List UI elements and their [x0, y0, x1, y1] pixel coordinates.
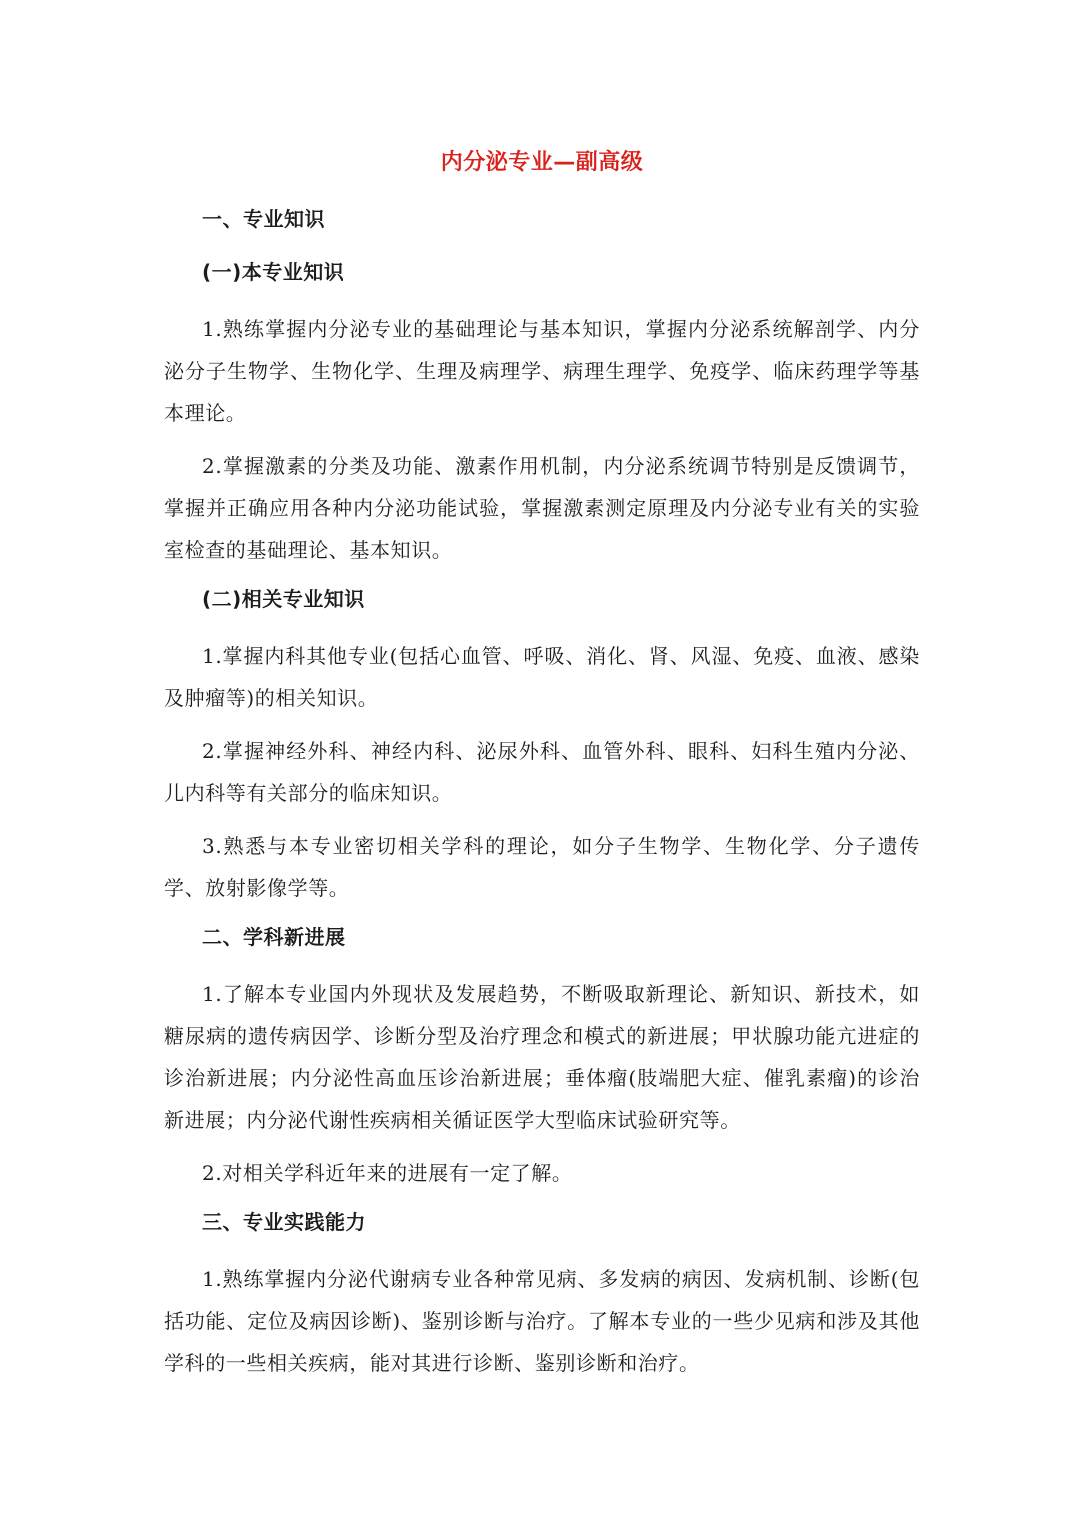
paragraph-item: 2.掌握激素的分类及功能、激素作用机制，内分泌系统调节特别是反馈调节，掌握并正确应用各种内分泌功能试验，掌握激素测定原理及内分泌专业有关的实验室检查的基础理论、基本知识。: [164, 454, 920, 562]
paragraph-item: 1.了解本专业国内外现状及发展趋势，不断吸取新理论、新知识、新技术，如糖尿病的遗传病因学、诊断分型及治疗理念和模式的新进展；甲状腺功能亢进症的诊治新进展；内分泌性高血压诊治新进展；垂体瘤(肢端肥大症、催乳素瘤)的诊治新进展；内分泌代谢性疾病相关循证医学大型临床试验研究等。: [164, 982, 920, 1132]
section-heading-professional-knowledge: 一、专业知识: [202, 207, 325, 231]
paragraph-item: 3.熟悉与本专业密切相关学科的理论，如分子生物学、生物化学、分子遗传学、放射影像学等。: [164, 834, 920, 900]
section-heading-practice-ability: 三、专业实践能力: [202, 1210, 366, 1234]
section-heading-new-progress: 二、学科新进展: [202, 925, 346, 949]
subsection-heading-related-specialty: (二)相关专业知识: [202, 587, 365, 611]
paragraph-item: 1.熟练掌握内分泌专业的基础理论与基本知识，掌握内分泌系统解剖学、内分泌分子生物学、生物化学、生理及病理学、病理生理学、免疫学、临床药理学等基本理论。: [164, 317, 920, 425]
subsection-heading-own-specialty: (一)本专业知识: [202, 260, 345, 284]
paragraph-item: 1.熟练掌握内分泌代谢病专业各种常见病、多发病的病因、发病机制、诊断(包括功能、定位及病因诊断)、鉴别诊断与治疗。了解本专业的一些少见病和涉及其他学科的一些相关疾病，能对其进行诊断、鉴别诊断和治疗。: [164, 1267, 920, 1375]
document-title: 内分泌专业—副高级: [440, 150, 644, 175]
paragraph-item: 2.掌握神经外科、神经内科、泌尿外科、血管外科、眼科、妇科生殖内分泌、儿内科等有关部分的临床知识。: [164, 739, 920, 805]
paragraph-item: 1.掌握内科其他专业(包括心血管、呼吸、消化、肾、风湿、免疫、血液、感染及肿瘤等)的相关知识。: [164, 644, 920, 710]
paragraph-item: 2.对相关学科近年来的进展有一定了解。: [202, 1161, 573, 1185]
